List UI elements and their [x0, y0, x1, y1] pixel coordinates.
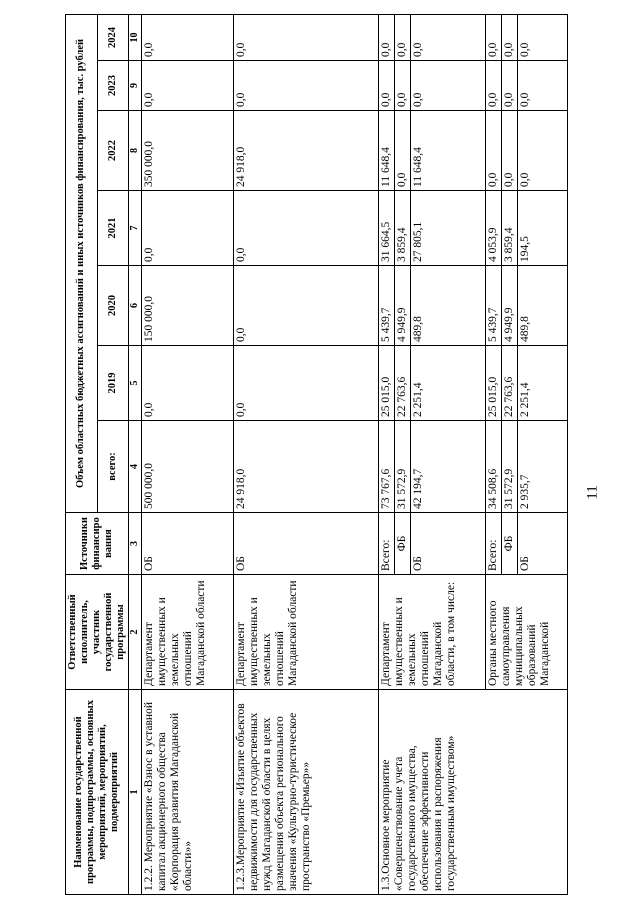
header-year: 2022 [97, 111, 129, 191]
page-number: 11 [584, 485, 601, 500]
row-year-value: 5 439,7 [486, 266, 502, 346]
index-cell: 5 [129, 346, 142, 421]
row-year-value: 4 949,9 [395, 266, 411, 346]
row-name: 1.3.Основное мероприятие «Совершенствование учета государственного имущества, обеспечение эффективности использования и распоряжения государственным имуществом» [379, 690, 568, 895]
row-year-value: 27 805,1 [411, 191, 486, 266]
row-year-value: 0,0 [234, 191, 379, 266]
row-year-value: 3 859,4 [502, 191, 518, 266]
header-year: 2023 [97, 61, 129, 111]
row-year-value: 0,0 [502, 61, 518, 111]
row-total: 2 935,7 [518, 421, 568, 513]
row-total: 31 572,9 [395, 421, 411, 513]
row-year-value: 31 664,5 [379, 191, 395, 266]
row-source: Всего: [486, 513, 502, 575]
row-year-value: 11 648,4 [379, 111, 395, 191]
row-year-value: 0,0 [518, 14, 568, 60]
index-cell: 8 [129, 111, 142, 191]
row-total: 42 194,7 [411, 421, 486, 513]
row-year-value: 0,0 [379, 61, 395, 111]
row-source: ОБ [234, 513, 379, 575]
row-year-value: 0,0 [486, 61, 502, 111]
row-executor: Органы местного самоуправления муниципальных образований Магаданской [486, 575, 568, 690]
row-source: Всего: [379, 513, 395, 575]
row-year-value: 150 000,0 [142, 266, 234, 346]
row-executor: Департамент имущественных и земельных отношений Магаданской области [234, 575, 379, 690]
row-year-value: 0,0 [142, 346, 234, 421]
row-year-value: 2 251,4 [411, 346, 486, 421]
row-year-value: 25 015,0 [486, 346, 502, 421]
row-total: 34 508,6 [486, 421, 502, 513]
row-year-value: 0,0 [234, 346, 379, 421]
index-cell: 2 [129, 575, 142, 690]
row-source: ОБ [518, 513, 568, 575]
index-cell: 10 [129, 14, 142, 60]
header-executor: Ответственный исполнитель, участник государственной программы [66, 575, 129, 690]
row-source: ОБ [411, 513, 486, 575]
header-total: всего: [97, 421, 129, 513]
header-year: 2020 [97, 266, 129, 346]
row-total: 31 572,9 [502, 421, 518, 513]
row-source: ФБ [502, 513, 518, 575]
row-year-value: 0,0 [395, 61, 411, 111]
row-year-value: 0,0 [234, 266, 379, 346]
row-year-value: 11 648,4 [411, 111, 486, 191]
row-year-value: 0,0 [395, 14, 411, 60]
header-name: Наименование государственной программы, подпрограммы, основных мероприятий, мероприятий, подмероприятий [66, 690, 129, 895]
row-year-value: 0,0 [486, 14, 502, 60]
row-year-value: 489,8 [518, 266, 568, 346]
row-year-value: 22 763,6 [502, 346, 518, 421]
row-source: ФБ [395, 513, 411, 575]
index-cell: 1 [129, 690, 142, 895]
row-year-value: 0,0 [502, 14, 518, 60]
row-name: 1.2.2. Мероприятие «Взнос в уставной капитал акционерного общества «Корпорация развития Магаданской области»» [142, 690, 234, 895]
row-total: 24 918,0 [234, 421, 379, 513]
row-name: 1.2.3.Мероприятие «Изъятие объектов недвижимости для государственных нужд Магаданской области в целях размещения объекта регионального значения «Культурно-туристическое пространство «Премьер»» [234, 690, 379, 895]
row-year-value: 5 439,7 [379, 266, 395, 346]
row-year-value: 4 053,9 [486, 191, 502, 266]
row-year-value: 24 918,0 [234, 111, 379, 191]
row-year-value: 0,0 [518, 61, 568, 111]
row-year-value: 25 015,0 [379, 346, 395, 421]
index-cell: 9 [129, 61, 142, 111]
header-volume: Объем областных бюджетных ассигнований и иных источников финансирования, тыс. рублей [66, 14, 98, 512]
row-year-value: 0,0 [411, 61, 486, 111]
rotated-table-container [65, 15, 635, 895]
row-year-value: 0,0 [142, 61, 234, 111]
row-year-value: 0,0 [142, 14, 234, 60]
row-year-value: 0,0 [486, 111, 502, 191]
row-year-value: 2 251,4 [518, 346, 568, 421]
header-year: 2019 [97, 346, 129, 421]
index-cell: 7 [129, 191, 142, 266]
row-total: 500 000,0 [142, 421, 234, 513]
row-year-value: 0,0 [395, 111, 411, 191]
index-cell: 4 [129, 421, 142, 513]
row-year-value: 22 763,6 [395, 346, 411, 421]
row-year-value: 194,5 [518, 191, 568, 266]
row-year-value: 4 949,9 [502, 266, 518, 346]
row-year-value: 0,0 [234, 14, 379, 60]
index-cell: 6 [129, 266, 142, 346]
row-total: 73 767,6 [379, 421, 395, 513]
row-year-value: 350 000,0 [142, 111, 234, 191]
table-row [234, 14, 379, 894]
budget-table [65, 14, 568, 895]
row-year-value: 0,0 [234, 61, 379, 111]
index-cell: 3 [129, 513, 142, 575]
row-year-value: 0,0 [142, 191, 234, 266]
row-year-value: 0,0 [411, 14, 486, 60]
header-year: 2021 [97, 191, 129, 266]
row-year-value: 0,0 [518, 111, 568, 191]
table-row [379, 14, 395, 894]
row-year-value: 0,0 [379, 14, 395, 60]
row-year-value: 3 859,4 [395, 191, 411, 266]
header-year: 2024 [97, 14, 129, 60]
table-row [142, 14, 234, 894]
row-executor: Департамент имущественных и земельных отношений Магаданской области, в том числе: [379, 575, 486, 690]
header-source: Источники финансиро вания [66, 513, 129, 575]
row-source: ОБ [142, 513, 234, 575]
row-year-value: 0,0 [502, 111, 518, 191]
row-executor: Департамент имущественных и земельных отношений Магаданской области [142, 575, 234, 690]
row-year-value: 489,8 [411, 266, 486, 346]
